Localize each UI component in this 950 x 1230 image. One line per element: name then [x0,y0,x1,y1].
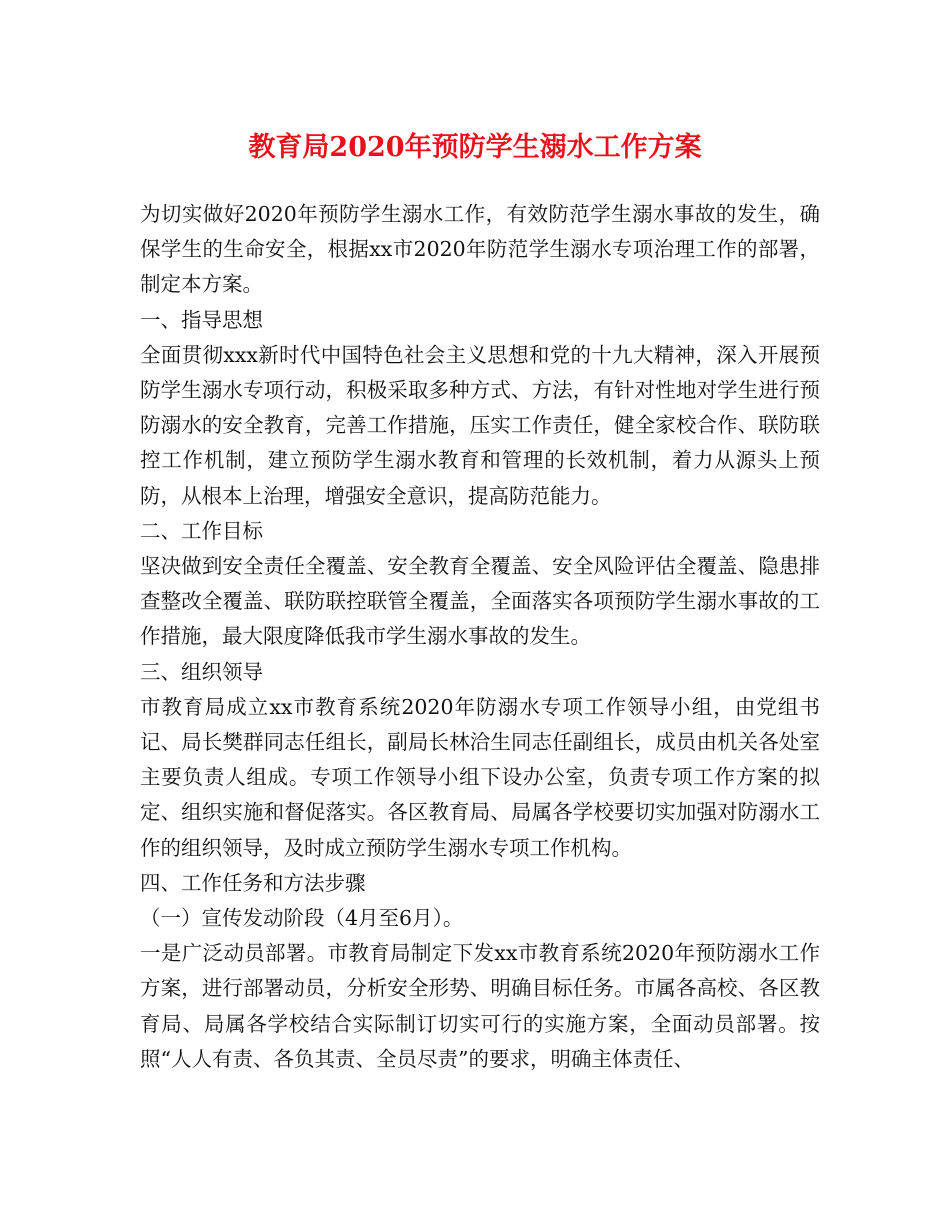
intro-paragraph: 为切实做好2020年预防学生溺水工作，有效防范学生溺水事故的发生，确保学生的生命安全，根据xx市2020年防范学生溺水专项治理工作的部署，制定本方案。 [140,202,820,297]
subsection-heading-publicity-stage: （一）宣传发动阶段（4月至6月）。 [140,906,464,931]
section-text-tasks-steps: 一是广泛动员部署。市教育局制定下发xx市教育系统2020年预防溺水工作方案，进行部署动员，分析安全形势、明确目标任务。市属各高校、各区教育局、局属各学校结合实际制订切实可行的实施方案，全面动员部署。按照“人人有责、各负其责、全员尽责”的要求，明确主体责任、 [140,941,820,1071]
section-heading-guiding-ideology: 一、指导思想 [140,307,263,332]
document-title: 教育局2020年预防学生溺水工作方案 [248,132,702,163]
section-heading-work-goals: 二、工作目标 [140,518,263,543]
section-text-work-goals: 坚决做到安全责任全覆盖、安全教育全覆盖、安全风险评估全覆盖、隐患排查整改全覆盖、联防联控联管全覆盖，全面落实各项预防学生溺水事故的工作措施，最大限度降低我市学生溺水事故的发生。 [140,554,820,649]
section-heading-tasks-steps: 四、工作任务和方法步骤 [140,870,366,895]
section-heading-organization: 三、组织领导 [140,659,263,684]
section-text-guiding-ideology: 全面贯彻xxx新时代中国特色社会主义思想和党的十九大精神，深入开展预防学生溺水专项行动，积极采取多种方式、方法，有针对性地对学生进行预防溺水的安全教育，完善工作措施，压实工作责任，健全家校合作、联防联控工作机制，建立预防学生溺水教育和管理的长效机制，着力从源头上预防，从根本上治理，增强安全意识，提高防范能力。 [140,342,820,508]
section-text-organization: 市教育局成立xx市教育系统2020年防溺水专项工作领导小组，由党组书记、局长樊群同志任组长，副局长林洽生同志任副组长，成员由机关各处室主要负责人组成。专项工作领导小组下设办公室，负责专项工作方案的拟定、组织实施和督促落实。各区教育局、局属各学校要切实加强对防溺水工作的组织领导，及时成立预防学生溺水专项工作机构。 [140,694,820,860]
document-body [140,197,820,1077]
